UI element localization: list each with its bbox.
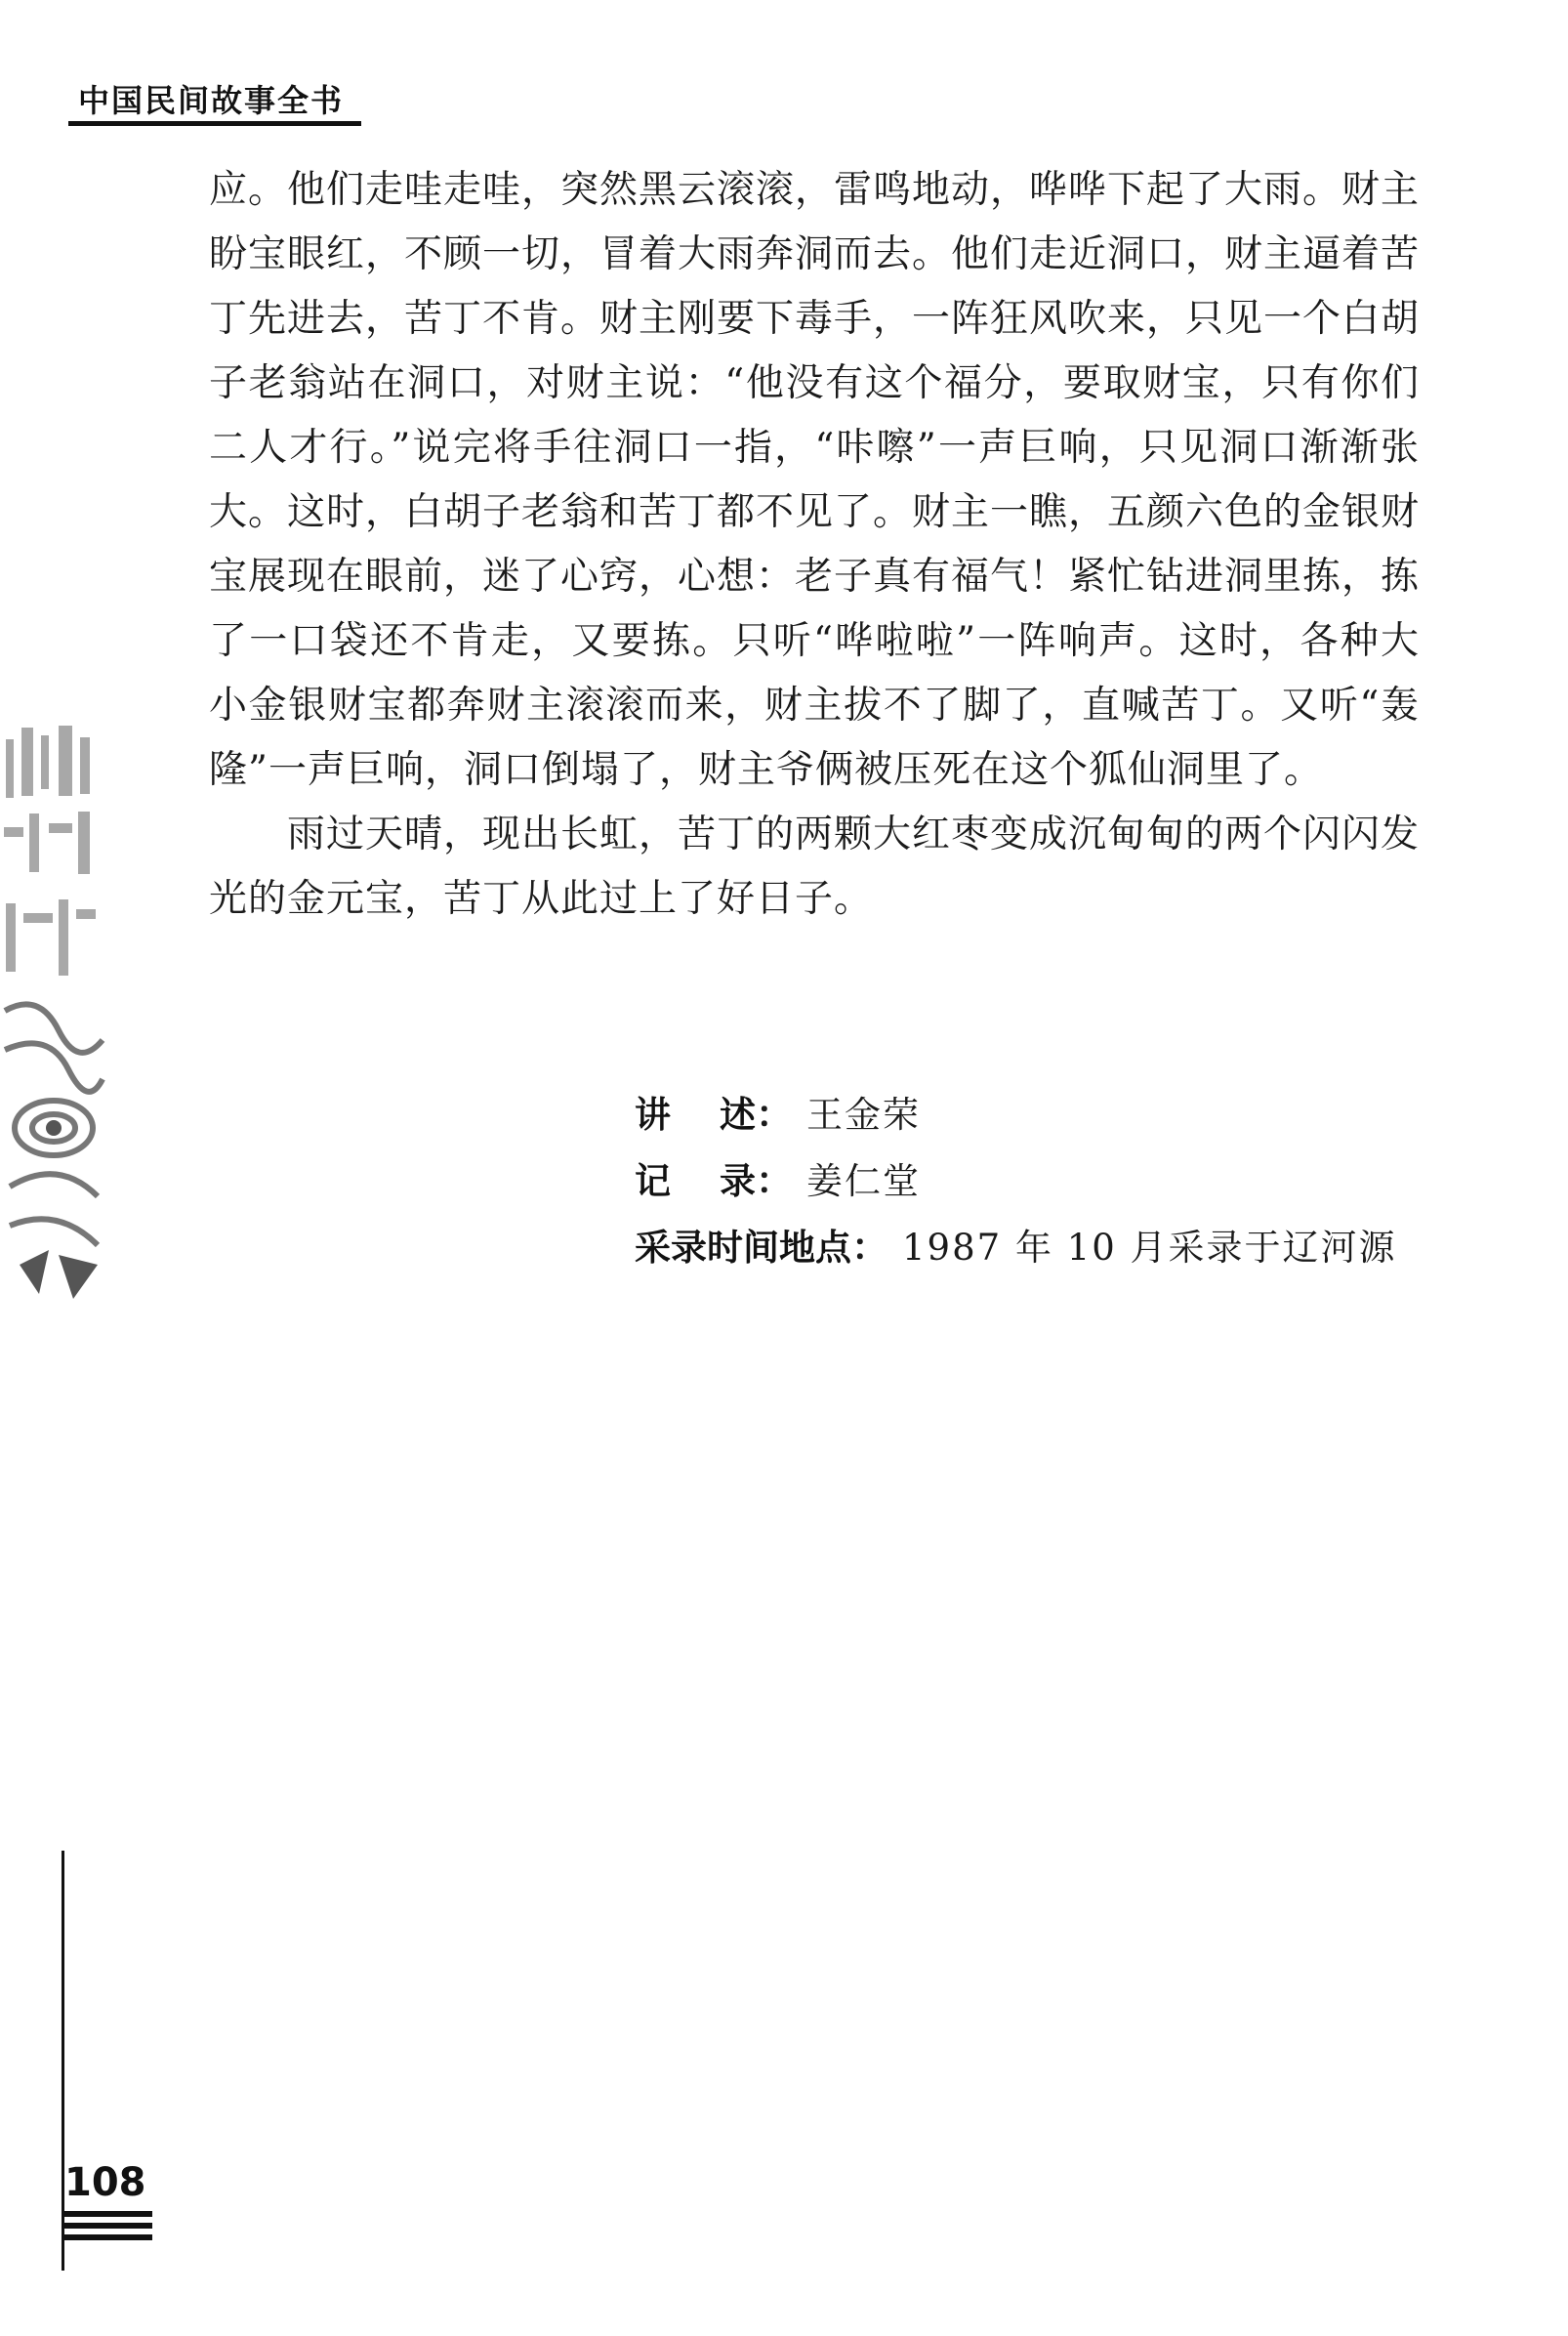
margin-rule (62, 1851, 64, 2271)
credits-block (635, 1084, 1435, 1283)
story-paragraph-2: 雨过天晴，现出长虹，苦丁的两颗大红枣变成沉甸甸的两个闪闪发光的金元宝，苦丁从此过上了好日子。 (209, 813, 1421, 921)
credit-time-place (635, 1217, 1435, 1283)
credit-recorder (635, 1150, 1435, 1217)
recorder-name: 姜仁堂 (806, 1160, 922, 1202)
page-number-bar (62, 2223, 152, 2229)
colon: ： (851, 1226, 889, 1269)
credit-narrator (635, 1084, 1435, 1150)
page-number-bar (62, 2211, 152, 2217)
running-header-title: 中国民间故事全书 (78, 82, 345, 119)
header-rule (68, 121, 361, 126)
story-paragraph-1: 应。他们走哇走哇，突然黑云滚滚，雷鸣地动，哗哗下起了大雨。财主盼宝眼红，不顾一切，冒着大雨奔洞而去。他们走近洞口，财主逼着苦丁先进去，苦丁不肯。财主刚要下毒手，一阵狂风吹来，只见一个白胡子老翁站在洞口，对财主说：“他没有这个福分，要取财宝，只有你们二人才行。”说完将手往洞口一指，“咔嚓”一声巨响，只见洞口渐渐张大。这时，白胡子老翁和苦丁都不见了。财主一瞧，五颜六色的金银财宝展现在眼前，迷了心窍，心想：老子真有福气！紧忙钻进洞里拣，拣了一口袋还不肯走，又要拣。只听“哗啦啦”一阵响声。这时，各种大小金银财宝都奔财主滚滚而来，财主拔不了脚了，直喊苦丁。又听“轰隆”一声巨响，洞口倒塌了，财主爷俩被压死在这个狐仙洞里了。 (209, 168, 1421, 792)
page-number: 108 (64, 2160, 146, 2205)
recorder-label: 记录 (635, 1160, 756, 1202)
narrator-label: 讲述 (635, 1094, 756, 1136)
colon: ： (756, 1093, 794, 1136)
decorative-side-pattern (0, 718, 107, 1304)
colon: ： (756, 1159, 794, 1202)
time-place-value: 1987 年 10 月采录于辽河源 (902, 1227, 1397, 1269)
story-body (209, 158, 1420, 932)
time-place-label: 采录时间地点 (635, 1227, 851, 1269)
narrator-name: 王金荣 (806, 1094, 922, 1136)
page-number-bar (62, 2234, 152, 2240)
